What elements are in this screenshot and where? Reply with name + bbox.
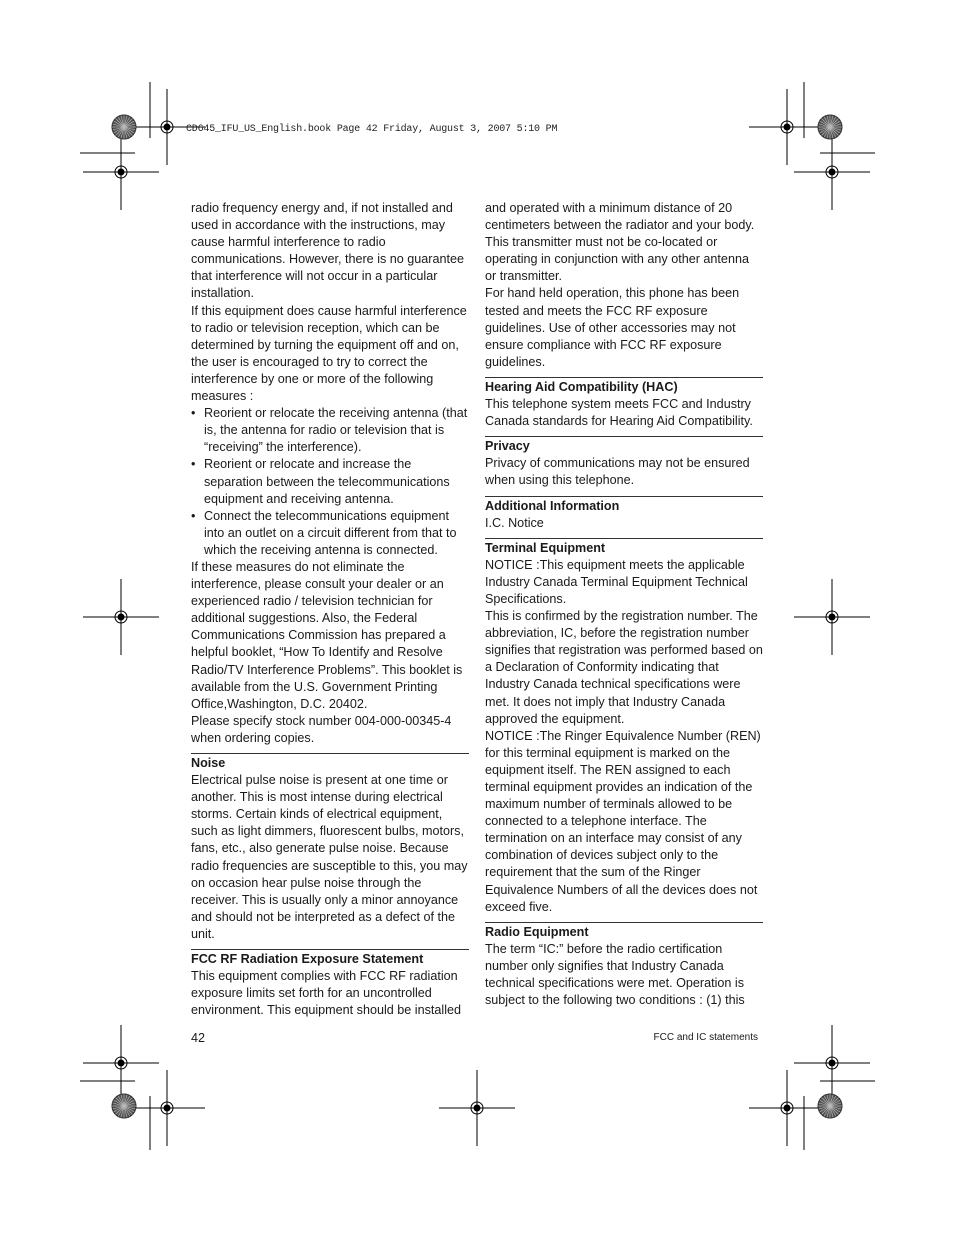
paragraph: This is confirmed by the registration number. The abbreviation, IC, before the registration number signifies that registration was performed based on a Declaration of Conformity indicating that Industry Canada technical specifications were met. It does not imply that Industry Canada approved the equipment.: [485, 609, 763, 726]
paragraph: and operated with a minimum distance of 20 centimeters between the radiator and your body. This transmitter must not be co-located or operating in conjunction with any other antenna or transmitter.: [485, 201, 755, 284]
privacy-section: [485, 436, 763, 489]
section-heading: Hearing Aid Compatibility (HAC): [485, 379, 678, 394]
registration-mark-dot: [829, 1060, 835, 1066]
paragraph: NOTICE :The Ringer Equivalence Number (REN) for this terminal equipment is marked on the equipment itself. The REN assigned to each terminal equipment provides an indication of the maximum number of terminals allowed to be connected to a telephone interface. The termination on an interface may consist of any combination of devices subject only to the requirement that the sum of the Ringer Equivalence Numbers of all the devices does not exceed five.: [485, 728, 761, 914]
print-header: CD645_IFU_US_English.book Page 42 Friday, August 3, 2007 5:10 PM: [186, 124, 558, 135]
registration-mark-dot: [118, 614, 124, 620]
registration-mark-dot: [118, 169, 124, 175]
registration-mark-dot: [118, 1060, 124, 1066]
paragraph: NOTICE :This equipment meets the applicable Industry Canada Terminal Equipment Technical Specifications.: [485, 557, 748, 606]
registration-mark-dot: [164, 1105, 170, 1111]
paragraph: This equipment complies with FCC RF radiation exposure limits set forth for an uncontrolled environment. This equipment should be installed: [191, 969, 461, 1018]
list-item: • Connect the telecommunications equipment into an outlet on a circuit different from that to which the receiving antenna is connected.: [191, 508, 469, 559]
paragraph: Electrical pulse noise is present at one time or another. This is most intense during electrical storms. Certain kinds of electrical equipment, such as light dimmers, fluorescent bulbs, motors, fans, etc., also generate pulse noise. Because radio frequencies are susceptible to this, you may on occasion hear pulse noise through the receiver. This is usually only a minor annoyance and should not be interpreted as a defect of the unit.: [191, 773, 468, 941]
section-heading: Additional Information: [485, 498, 620, 513]
paragraph: This telephone system meets FCC and Industry Canada standards for Hearing Aid Compatibility.: [485, 397, 753, 429]
registration-mark-dot: [829, 614, 835, 620]
section-heading: Privacy: [485, 439, 530, 454]
section-heading: Terminal Equipment: [485, 540, 606, 555]
terminal-equipment-section: [485, 538, 763, 916]
hac-section: [485, 377, 763, 430]
measures-list: [191, 405, 469, 559]
paragraph: If this equipment does cause harmful interference to radio or television reception, which can be determined by turning the equipment off and on, the user is encouraged to try to correct the interference by one or more of the following measures :: [191, 303, 467, 404]
left-column: [191, 200, 469, 1019]
noise-section: [191, 753, 469, 943]
registration-mark-dot: [784, 1105, 790, 1111]
registration-mark-dot: [829, 169, 835, 175]
paragraph: The term “IC:” before the radio certification number only signifies that Industry Canada technical specifications were met. Operation is subject to the following two conditions : (1) this: [485, 941, 745, 1008]
radio-equipment-section: [485, 922, 763, 1009]
registration-mark-dot: [164, 124, 170, 130]
additional-info-section: [485, 496, 763, 532]
footer-section-title: FCC and IC statements: [653, 1032, 758, 1043]
paragraph: Privacy of communications may not be ensured when using this telephone.: [485, 456, 750, 488]
list-item: • Reorient or relocate and increase the separation between the telecommunications equipment and receiving antenna.: [191, 456, 469, 507]
paragraph: Please specify stock number 004-000-00345-4 when ordering copies.: [191, 713, 452, 745]
section-heading: FCC RF Radiation Exposure Statement: [191, 952, 424, 967]
registration-mark-dot: [784, 124, 790, 130]
section-heading: Radio Equipment: [485, 924, 589, 939]
paragraph: radio frequency energy and, if not installed and used in accordance with the instructions, may cause harmful interference to radio communications. However, there is no guarantee that interference will not occur in a particular installation.: [191, 201, 465, 301]
paragraph: If these measures do not eliminate the interference, please consult your dealer or an experienced radio / television technician for additional suggestions. Also, the Federal Communications Commission has prepared a helpful booklet, “How To Identify and Resolve Radio/TV Interference Problems”. This booklet is available from the U.S. Government Printing Office,Washington, D.C. 20402.: [191, 559, 463, 711]
paragraph: For hand held operation, this phone has been tested and meets the FCC RF exposure guidelines. Use of other accessories may not ensure compliance with FCC RF exposure guidelines.: [485, 286, 740, 369]
list-item: • Reorient or relocate the receiving antenna (that is, the antenna for radio or television that is “receiving” the interference).: [191, 405, 469, 456]
section-heading: Noise: [191, 756, 226, 770]
paragraph: I.C. Notice: [485, 515, 544, 530]
right-column: [485, 200, 763, 1009]
page-number: 42: [191, 1031, 206, 1045]
registration-mark-dot: [474, 1105, 480, 1111]
fcc-rf-section: [191, 949, 469, 1019]
